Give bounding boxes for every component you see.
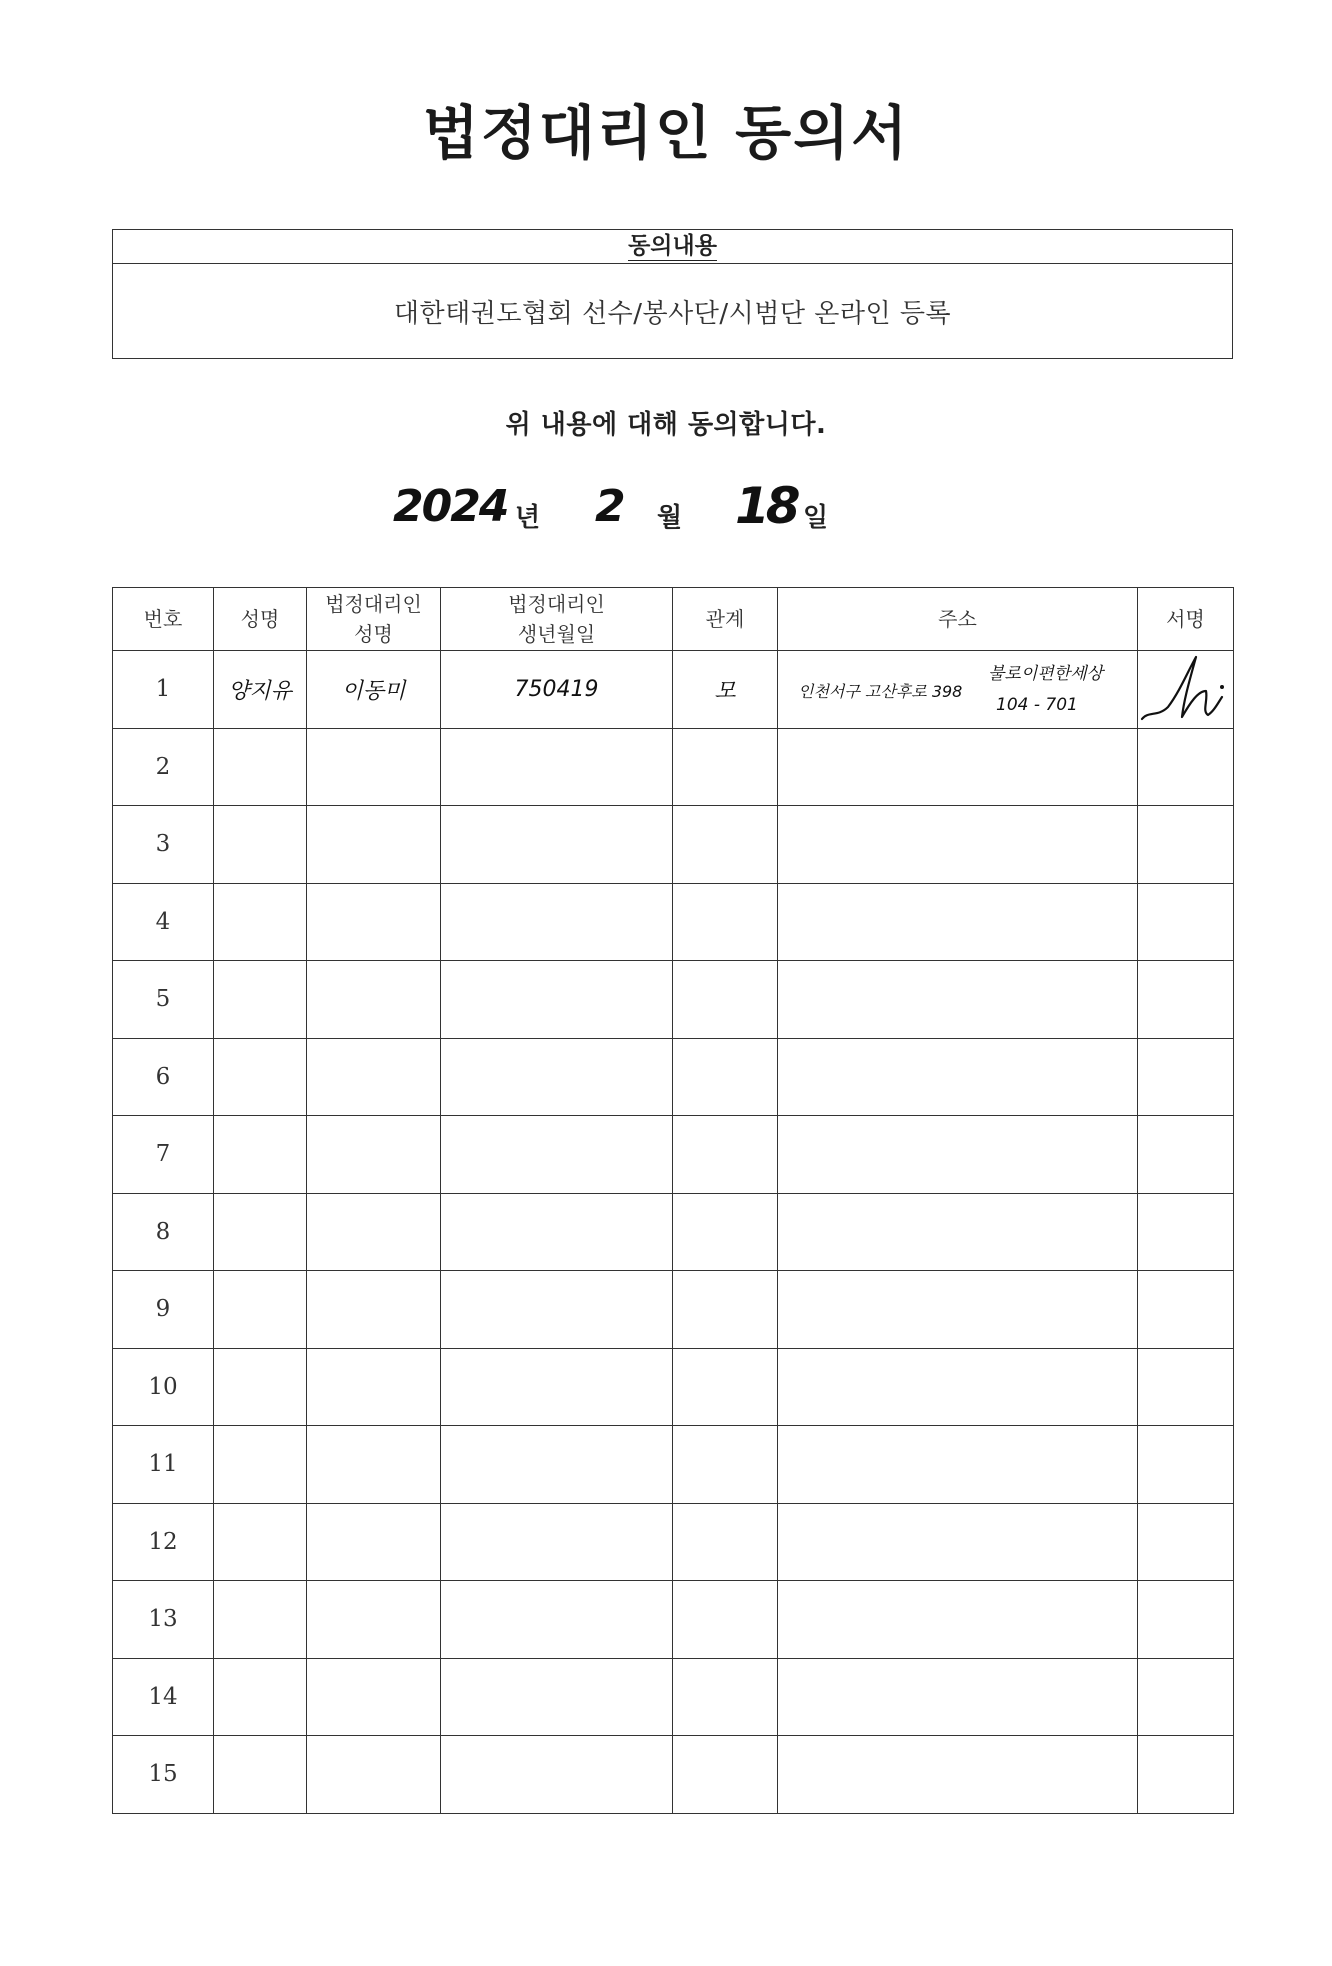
row-name xyxy=(214,961,307,1039)
header-address: 주소 xyxy=(778,588,1138,651)
row-address xyxy=(778,1193,1138,1271)
row-address xyxy=(778,651,1138,729)
consent-header-label: 동의내용 xyxy=(628,233,717,259)
row-guardian-birth xyxy=(441,1348,673,1426)
row-guardian-name xyxy=(307,1038,441,1116)
date-day-label: 일 xyxy=(803,503,829,533)
table-row xyxy=(113,1193,1234,1271)
row-guardian-birth xyxy=(441,883,673,961)
table-row xyxy=(113,806,1234,884)
row-signature xyxy=(1138,1271,1234,1349)
row-relation xyxy=(673,806,778,884)
row-guardian-name xyxy=(307,961,441,1039)
row-no: 12 xyxy=(113,1503,214,1581)
table-row xyxy=(113,1348,1234,1426)
row-no: 7 xyxy=(113,1116,214,1194)
row-address xyxy=(778,961,1138,1039)
table-row xyxy=(113,651,1234,729)
row-signature xyxy=(1138,1116,1234,1194)
header-no: 번호 xyxy=(113,588,214,651)
row-relation xyxy=(673,883,778,961)
row-relation xyxy=(673,1038,778,1116)
header-name: 성명 xyxy=(214,588,307,651)
row-signature xyxy=(1138,1736,1234,1814)
row-address xyxy=(778,728,1138,806)
row-signature xyxy=(1138,1503,1234,1581)
row-no: 4 xyxy=(113,883,214,961)
consent-statement: 위 내용에 대해 동의합니다. xyxy=(505,410,827,440)
row-relation xyxy=(673,1271,778,1349)
row-guardian-birth xyxy=(441,1193,673,1271)
header-guardian-birth xyxy=(441,588,673,651)
row-relation: 모 xyxy=(673,651,778,729)
row-guardian-name xyxy=(307,1271,441,1349)
table-row xyxy=(113,1581,1234,1659)
row-relation xyxy=(673,1658,778,1736)
row-address xyxy=(778,1116,1138,1194)
date-month-label: 월 xyxy=(657,503,683,533)
row-name xyxy=(214,1581,307,1659)
row-address xyxy=(778,1658,1138,1736)
row-name xyxy=(214,728,307,806)
row-guardian-birth xyxy=(441,1658,673,1736)
row-no: 10 xyxy=(113,1348,214,1426)
row-relation xyxy=(673,1348,778,1426)
row-name xyxy=(214,1193,307,1271)
row-guardian-birth xyxy=(441,1116,673,1194)
table-row xyxy=(113,1736,1234,1814)
row-signature xyxy=(1138,883,1234,961)
row-guardian-name xyxy=(307,1503,441,1581)
row-name xyxy=(214,806,307,884)
row-signature xyxy=(1138,1658,1234,1736)
row-no: 13 xyxy=(113,1581,214,1659)
row-relation xyxy=(673,1581,778,1659)
header-guardian-name-line1: 법정대리인 xyxy=(325,592,422,616)
row-guardian-name xyxy=(307,883,441,961)
row-guardian-name: 이동미 xyxy=(307,651,441,729)
row-name xyxy=(214,1658,307,1736)
address-line2: 불로이편한세상 xyxy=(988,664,1103,685)
row-guardian-name xyxy=(307,1116,441,1194)
row-no: 1 xyxy=(113,651,214,729)
row-name xyxy=(214,1038,307,1116)
row-guardian-name xyxy=(307,1426,441,1504)
row-no: 9 xyxy=(113,1271,214,1349)
row-guardian-name xyxy=(307,728,441,806)
row-signature xyxy=(1138,1038,1234,1116)
row-guardian-name xyxy=(307,1348,441,1426)
row-name xyxy=(214,1116,307,1194)
handwritten-signature-icon xyxy=(1138,651,1234,727)
header-guardian-birth-line2: 생년월일 xyxy=(517,622,596,646)
row-relation xyxy=(673,1193,778,1271)
row-guardian-birth: 750419 xyxy=(441,651,673,729)
row-signature xyxy=(1138,1193,1234,1271)
row-relation xyxy=(673,1426,778,1504)
header-guardian-name xyxy=(307,588,441,651)
consent-box xyxy=(112,229,1233,359)
row-guardian-name xyxy=(307,1736,441,1814)
table-row xyxy=(113,1271,1234,1349)
row-signature xyxy=(1138,961,1234,1039)
row-no: 3 xyxy=(113,806,214,884)
date-row xyxy=(385,475,945,545)
date-day: 18 xyxy=(735,477,797,535)
header-guardian-name-line2: 성명 xyxy=(354,622,393,646)
row-guardian-birth xyxy=(441,728,673,806)
row-guardian-name xyxy=(307,1658,441,1736)
row-address xyxy=(778,1503,1138,1581)
row-name xyxy=(214,1348,307,1426)
row-address xyxy=(778,1271,1138,1349)
document-title: 법정대리인 동의서 xyxy=(422,99,910,167)
row-signature xyxy=(1138,1426,1234,1504)
row-no: 15 xyxy=(113,1736,214,1814)
row-no: 5 xyxy=(113,961,214,1039)
row-address xyxy=(778,1348,1138,1426)
row-guardian-birth xyxy=(441,961,673,1039)
table-row xyxy=(113,883,1234,961)
row-relation xyxy=(673,728,778,806)
consent-header xyxy=(113,230,1232,264)
row-no: 2 xyxy=(113,728,214,806)
table-header-row xyxy=(113,588,1234,651)
row-name xyxy=(214,1426,307,1504)
row-relation xyxy=(673,1116,778,1194)
row-name xyxy=(214,883,307,961)
row-address xyxy=(778,1038,1138,1116)
row-relation xyxy=(673,1736,778,1814)
row-address xyxy=(778,1736,1138,1814)
row-name: 양지유 xyxy=(214,651,307,729)
table-row xyxy=(113,728,1234,806)
row-guardian-birth xyxy=(441,806,673,884)
consent-body: 대한태권도협회 선수/봉사단/시범단 온라인 등록 xyxy=(393,298,952,329)
row-no: 11 xyxy=(113,1426,214,1504)
table-row xyxy=(113,1038,1234,1116)
table-row xyxy=(113,961,1234,1039)
row-no: 8 xyxy=(113,1193,214,1271)
row-relation xyxy=(673,1503,778,1581)
row-guardian-name xyxy=(307,806,441,884)
header-relation: 관계 xyxy=(673,588,778,651)
row-signature xyxy=(1138,728,1234,806)
table-row xyxy=(113,1658,1234,1736)
header-guardian-birth-line1: 법정대리인 xyxy=(508,592,605,616)
row-address xyxy=(778,883,1138,961)
row-guardian-birth xyxy=(441,1271,673,1349)
guardian-roster-table xyxy=(112,587,1234,1814)
row-guardian-birth xyxy=(441,1503,673,1581)
header-signature: 서명 xyxy=(1138,588,1234,651)
date-year: 2024 xyxy=(393,481,508,532)
row-name xyxy=(214,1736,307,1814)
row-signature xyxy=(1138,1581,1234,1659)
table-row xyxy=(113,1503,1234,1581)
row-no: 14 xyxy=(113,1658,214,1736)
row-address xyxy=(778,1426,1138,1504)
date-year-label: 년 xyxy=(515,503,541,533)
row-signature xyxy=(1138,1348,1234,1426)
row-relation xyxy=(673,961,778,1039)
row-guardian-birth xyxy=(441,1038,673,1116)
row-guardian-birth xyxy=(441,1736,673,1814)
row-name xyxy=(214,1271,307,1349)
row-guardian-name xyxy=(307,1581,441,1659)
row-guardian-birth xyxy=(441,1581,673,1659)
address-line1: 인천서구 고산후로 398 xyxy=(798,682,963,702)
row-guardian-name xyxy=(307,1193,441,1271)
row-address xyxy=(778,806,1138,884)
row-address xyxy=(778,1581,1138,1659)
table-row xyxy=(113,1426,1234,1504)
date-month: 2 xyxy=(595,481,626,532)
address-line3: 104 - 701 xyxy=(996,695,1078,716)
row-signature xyxy=(1138,651,1234,729)
row-name xyxy=(214,1503,307,1581)
table-row xyxy=(113,1116,1234,1194)
row-no: 6 xyxy=(113,1038,214,1116)
row-guardian-birth xyxy=(441,1426,673,1504)
row-signature xyxy=(1138,806,1234,884)
